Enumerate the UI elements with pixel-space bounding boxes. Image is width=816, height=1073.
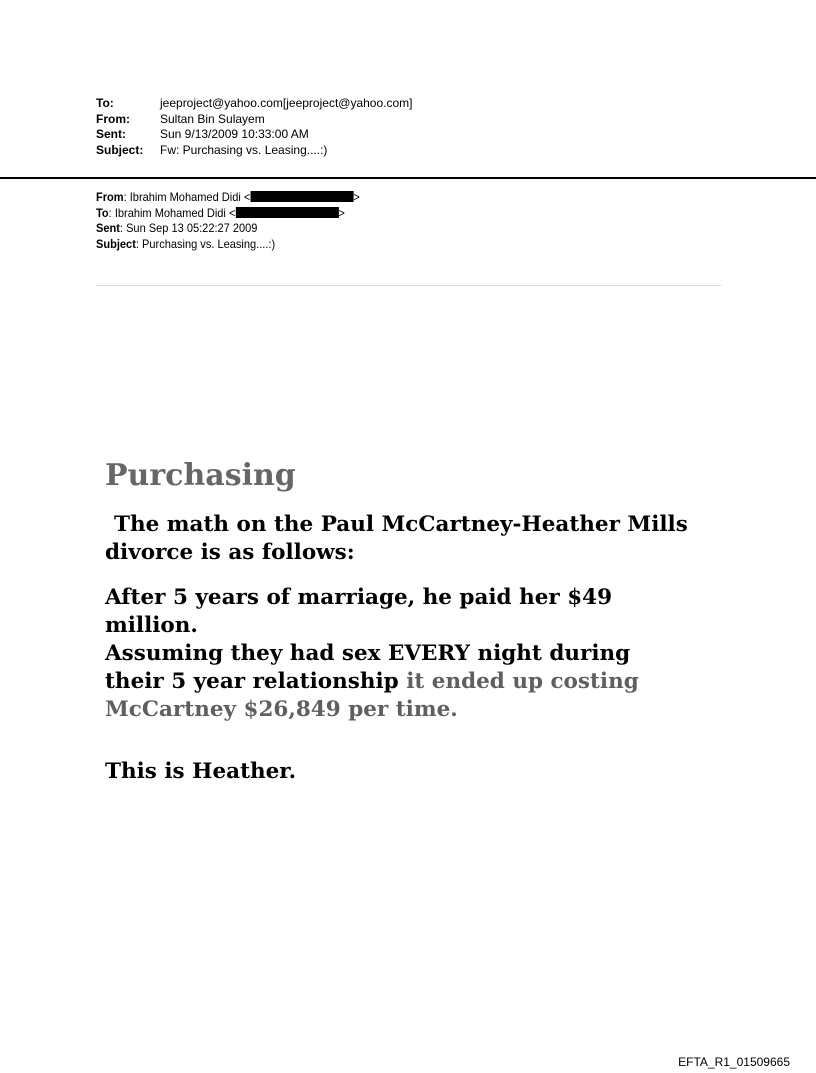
from-value: Sultan Bin Sulayem xyxy=(160,111,265,126)
para1-line-1: The math on the Paul McCartney-Heather Mills xyxy=(114,512,688,537)
para2-line-3: Assuming they had sex EVERY night during xyxy=(105,641,631,666)
message-paragraph-2 xyxy=(105,584,639,724)
fwd-to-label: To xyxy=(96,205,109,220)
para2-line-4 xyxy=(105,668,639,696)
fwd-to-value: : Ibrahim Mohamed Didi < xyxy=(108,205,236,220)
fwd-from-value: : Ibrahim Mohamed Didi < xyxy=(123,190,251,204)
email-header xyxy=(96,96,413,158)
para2-line-2: million. xyxy=(105,613,198,638)
message-paragraph-3: This is Heather. xyxy=(105,759,297,784)
message-divider xyxy=(96,285,721,286)
fwd-from-close: > xyxy=(353,190,360,204)
fwd-sent-value: : Sun Sep 13 05:22:27 2009 xyxy=(119,221,258,235)
subject-label: Subject: xyxy=(96,142,144,157)
subject-value: Fw: Purchasing vs. Leasing....:) xyxy=(160,142,328,157)
redaction-bar xyxy=(250,191,353,202)
to-value: jeeproject@yahoo.com[jeeproject@yahoo.com] xyxy=(160,96,413,110)
sent-value: Sun 9/13/2009 10:33:00 AM xyxy=(160,127,309,141)
header-to-row xyxy=(96,96,413,112)
sent-label: Sent: xyxy=(96,127,126,141)
para2-line-5: McCartney $26,849 per time. xyxy=(105,697,458,722)
fwd-from-row xyxy=(96,190,360,206)
fwd-to-row xyxy=(96,206,360,222)
fwd-subject-value: : Purchasing vs. Leasing....:) xyxy=(135,236,276,251)
message-paragraph-1 xyxy=(105,511,688,567)
fwd-sent-row xyxy=(96,221,360,237)
forwarded-header xyxy=(96,190,360,252)
para2-line-4a: their 5 year relationship xyxy=(105,669,399,694)
fwd-sent-label: Sent xyxy=(96,221,120,235)
to-label: To: xyxy=(96,96,114,110)
header-divider xyxy=(0,177,816,179)
header-subject-row xyxy=(96,143,413,159)
fwd-to-close: > xyxy=(338,205,345,220)
fwd-from-label: From xyxy=(96,190,124,204)
para1-line-2: divorce is as follows: xyxy=(105,540,355,565)
redaction-bar xyxy=(235,207,338,218)
para2-line-4b: it ended up costing xyxy=(398,669,639,694)
from-label: From: xyxy=(96,111,130,126)
header-from-row xyxy=(96,112,413,128)
fwd-subject-label: Subject xyxy=(96,236,136,251)
fwd-subject-row xyxy=(96,237,360,253)
para2-line-1: After 5 years of marriage, he paid her $49 xyxy=(105,585,613,610)
header-sent-row xyxy=(96,127,413,143)
message-title: Purchasing xyxy=(105,458,296,493)
document-id: EFTA_R1_01509665 xyxy=(678,1055,790,1069)
